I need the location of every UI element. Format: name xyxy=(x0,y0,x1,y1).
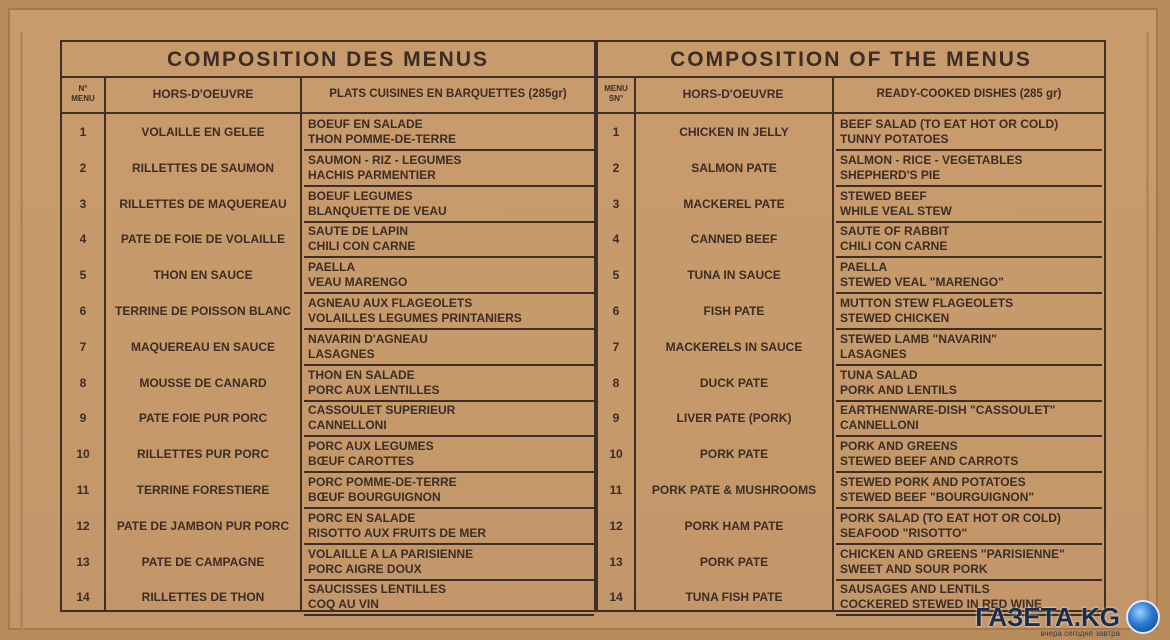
menu-number: 7 xyxy=(79,339,87,354)
dish-line: PORK SALAD (TO EAT HOT OR COLD) xyxy=(840,510,1061,525)
dish-line: STEWED BEEF AND CARROTS xyxy=(840,454,1019,469)
dish-line: SALMON - RICE - VEGETABLES xyxy=(840,152,1023,167)
table-title-english: COMPOSITION OF THE MENUS xyxy=(598,42,1104,78)
dishes-cell xyxy=(836,436,1018,472)
menu-number: 11 xyxy=(76,483,90,497)
menu-number: 7 xyxy=(612,339,620,354)
menu-number: 1 xyxy=(612,125,620,139)
table-row xyxy=(598,257,1104,293)
hors-doeuvre-cell: PATE FOIE PUR PORC xyxy=(138,411,268,426)
dish-line: STEWED BEEF "BOURGUIGNON" xyxy=(840,490,1035,504)
dish-line: PORC AUX LEGUMES xyxy=(308,439,434,454)
dishes-cell xyxy=(836,257,1004,293)
dish-line: VOLAILLE A LA PARISIENNE xyxy=(308,546,474,561)
dish-line: CHILI CON CARNE xyxy=(308,239,416,254)
hors-doeuvre-cell: FISH PATE xyxy=(703,304,765,318)
menu-number: 2 xyxy=(79,160,87,175)
hors-doeuvre-cell: LIVER PATE (PORK) xyxy=(676,411,792,426)
dishes-cell xyxy=(304,365,440,401)
dish-line: RISOTTO AUX FRUITS DE MER xyxy=(308,525,487,540)
watermark-tagline: вчера сегодня завтра xyxy=(1040,629,1120,638)
dishes-cell xyxy=(304,114,456,150)
hors-doeuvre-cell: PORK PATE xyxy=(699,447,769,462)
header-hors-doeuvre: HORS-D'OEUVRE xyxy=(682,87,784,101)
table-row xyxy=(598,221,1104,257)
table-row xyxy=(62,150,594,186)
table-row xyxy=(598,400,1104,436)
dish-line: COQ AU VIN xyxy=(308,597,379,612)
menu-number: 2 xyxy=(612,160,620,175)
watermark xyxy=(975,598,1160,636)
hors-doeuvre-cell: MAQUEREAU EN SAUCE xyxy=(130,339,275,354)
header-dishes: READY-COOKED DISHES (285 gr) xyxy=(876,88,1062,100)
menu-number: 4 xyxy=(612,232,620,247)
menu-number: 10 xyxy=(609,447,623,462)
dish-line: PORK AND GREENS xyxy=(840,439,958,454)
hors-doeuvre-cell: PATE DE CAMPAGNE xyxy=(141,554,265,569)
dish-line: SAUTE DE LAPIN xyxy=(308,224,409,239)
dishes-cell xyxy=(836,114,1058,150)
menu-number: 3 xyxy=(79,196,87,211)
dish-line: PORC EN SALADE xyxy=(308,510,416,525)
menu-number: 13 xyxy=(609,554,623,569)
dish-line: MUTTON STEW FLAGEOLETS xyxy=(840,296,1014,310)
menu-number: 9 xyxy=(79,411,87,426)
menu-number: 10 xyxy=(76,447,90,462)
table-header-french xyxy=(62,76,594,114)
menu-number: 8 xyxy=(612,375,620,390)
dish-line: THON POMME-DE-TERRE xyxy=(308,132,456,146)
table-row xyxy=(62,508,594,544)
table-row xyxy=(62,436,594,472)
hors-doeuvre-cell: PATE DE FOIE DE VOLAILLE xyxy=(120,232,286,247)
dish-line: CASSOULET SUPERIEUR xyxy=(308,403,456,418)
dish-line: STEWED CHICKEN xyxy=(840,311,950,325)
dishes-cell xyxy=(836,293,1013,329)
hors-doeuvre-cell: RILLETTES DE SAUMON xyxy=(131,160,274,175)
dish-line: EARTHENWARE-DISH "CASSOULET" xyxy=(840,403,1056,418)
dishes-cell xyxy=(836,472,1034,508)
header-menu-number xyxy=(598,76,634,112)
dish-line: PORC AUX LENTILLES xyxy=(308,382,440,397)
table-row xyxy=(62,579,594,615)
dish-line: NAVARIN D'AGNEAU xyxy=(308,331,428,346)
dishes-cell xyxy=(836,329,997,365)
dish-line: VEAU MARENGO xyxy=(308,275,408,290)
box-flap-fold xyxy=(20,32,23,632)
dishes-cell xyxy=(836,150,1022,186)
dish-line: PAELLA xyxy=(840,260,888,275)
hors-doeuvre-cell: TERRINE DE POISSON BLANC xyxy=(114,304,291,318)
hors-doeuvre-cell: DUCK PATE xyxy=(699,375,769,390)
dish-line: HACHIS PARMENTIER xyxy=(308,167,436,182)
menu-number: 3 xyxy=(612,196,620,211)
table-row xyxy=(598,365,1104,401)
dish-line: VOLAILLES LEGUMES PRINTANIERS xyxy=(308,311,522,325)
hors-doeuvre-cell: VOLAILLE EN GELEE xyxy=(141,125,265,139)
table-row xyxy=(598,114,1104,150)
menu-number: 1 xyxy=(79,125,87,139)
dish-line: WHILE VEAL STEW xyxy=(840,203,952,218)
header-menu-top: MENU xyxy=(604,84,628,93)
table-row xyxy=(598,508,1104,544)
header-menu-number xyxy=(62,76,104,112)
menu-number: 4 xyxy=(79,232,87,247)
hors-doeuvre-cell: RILLETTES DE MAQUEREAU xyxy=(119,196,287,211)
dish-line: CANNELLONI xyxy=(308,418,387,433)
hors-doeuvre-cell: MOUSSE DE CANARD xyxy=(139,375,267,390)
globe-icon xyxy=(1126,600,1160,634)
menu-number: 14 xyxy=(76,590,90,605)
dish-line: STEWED LAMB "NAVARIN" xyxy=(840,331,997,346)
dishes-cell xyxy=(304,544,473,580)
hors-doeuvre-cell: PATE DE JAMBON PUR PORC xyxy=(116,518,290,533)
row-divider xyxy=(304,614,594,616)
header-menu-top: N° xyxy=(78,84,88,93)
dish-line: SAUCISSES LENTILLES xyxy=(308,582,447,597)
hors-doeuvre-cell: THON EN SAUCE xyxy=(153,268,253,283)
dish-line: CHILI CON CARNE xyxy=(840,239,948,254)
dish-line: PAELLA xyxy=(308,260,356,275)
dishes-cell xyxy=(304,579,446,615)
dishes-cell xyxy=(836,186,952,222)
header-menu-bottom: SN° xyxy=(608,94,624,103)
dish-line: THON EN SALADE xyxy=(308,367,415,382)
dish-line: SAUTE OF RABBIT xyxy=(840,224,950,239)
table-row xyxy=(598,293,1104,329)
dish-line: STEWED BEEF xyxy=(840,188,927,203)
dishes-cell xyxy=(304,508,486,544)
dish-line: AGNEAU AUX FLAGEOLETS xyxy=(308,296,473,310)
dish-line: STEWED VEAL "MARENGO" xyxy=(840,275,1004,290)
dish-line: BEEF SALAD (TO EAT HOT OR COLD) xyxy=(840,117,1059,131)
menu-number: 5 xyxy=(79,268,87,283)
dishes-cell xyxy=(304,293,522,329)
menu-table-french xyxy=(60,40,596,612)
dishes-cell xyxy=(304,472,457,508)
dish-line: SAUMON - RIZ - LEGUMES xyxy=(308,152,462,167)
table-row xyxy=(598,544,1104,580)
table-title-french: COMPOSITION DES MENUS xyxy=(62,42,594,78)
hors-doeuvre-cell: PORK HAM PATE xyxy=(684,518,784,533)
table-row xyxy=(598,186,1104,222)
dish-line: SEAFOOD "RISOTTO" xyxy=(840,525,968,540)
dishes-cell xyxy=(304,436,434,472)
dishes-cell xyxy=(836,544,1065,580)
menu-table-english xyxy=(596,40,1106,612)
dish-line: BOEUF EN SALADE xyxy=(308,117,423,131)
table-row xyxy=(62,400,594,436)
table-row xyxy=(62,257,594,293)
hors-doeuvre-cell: TUNA IN SAUCE xyxy=(687,268,781,283)
table-row xyxy=(62,114,594,150)
dish-line: LASAGNES xyxy=(840,346,907,361)
hors-doeuvre-cell: PORK PATE & MUSHROOMS xyxy=(651,483,817,497)
dish-line: BŒUF CAROTTES xyxy=(308,454,414,469)
menu-number: 14 xyxy=(609,590,623,605)
dish-line: SAUSAGES AND LENTILS xyxy=(840,582,990,597)
hors-doeuvre-cell: PORK PATE xyxy=(699,554,769,569)
dish-line: COCKERED STEWED IN RED WINE xyxy=(840,597,1043,612)
hors-doeuvre-cell: CANNED BEEF xyxy=(690,232,778,247)
table-row xyxy=(598,329,1104,365)
dish-line: BLANQUETTE DE VEAU xyxy=(308,203,447,218)
dish-line: STEWED PORK AND POTATOES xyxy=(840,475,1026,489)
hors-doeuvre-cell: TUNA FISH PATE xyxy=(685,590,783,605)
dishes-cell xyxy=(836,365,957,401)
hors-doeuvre-cell: RILLETTES DE THON xyxy=(141,590,265,605)
dish-line: CANNELLONI xyxy=(840,418,919,433)
menu-number: 12 xyxy=(609,518,623,533)
dish-line: SWEET AND SOUR PORK xyxy=(840,561,988,576)
dish-line: PORC AIGRE DOUX xyxy=(308,561,422,576)
table-row xyxy=(598,150,1104,186)
table-row xyxy=(62,186,594,222)
dish-line: CHICKEN AND GREENS "PARISIENNE" xyxy=(840,546,1065,561)
table-row xyxy=(62,221,594,257)
table-row xyxy=(62,293,594,329)
hors-doeuvre-cell: TERRINE FORESTIERE xyxy=(136,483,270,497)
dishes-cell xyxy=(836,508,1061,544)
menu-number: 12 xyxy=(76,518,90,533)
table-row xyxy=(62,365,594,401)
menu-number: 9 xyxy=(612,411,620,426)
box-flap-fold xyxy=(1146,32,1149,632)
hors-doeuvre-cell: CHICKEN IN JELLY xyxy=(679,125,789,139)
dishes-cell xyxy=(304,221,415,257)
hors-doeuvre-cell: SALMON PATE xyxy=(691,160,777,175)
menu-number: 6 xyxy=(79,304,87,318)
dishes-cell xyxy=(304,400,455,436)
dish-line: BOEUF LEGUMES xyxy=(308,188,413,203)
dish-line: LASAGNES xyxy=(308,346,375,361)
table-row xyxy=(598,472,1104,508)
dish-line: TUNA SALAD xyxy=(840,367,918,382)
dish-line: PORK AND LENTILS xyxy=(840,382,957,397)
menu-number: 11 xyxy=(609,483,623,497)
watermark-name: ГАЗЕТА.KG xyxy=(975,601,1120,632)
table-header-english xyxy=(598,76,1104,114)
menu-number: 6 xyxy=(612,304,620,318)
dish-line: SHEPHERD'S PIE xyxy=(840,167,941,182)
dishes-cell xyxy=(836,221,949,257)
dishes-cell xyxy=(304,150,461,186)
table-row xyxy=(62,329,594,365)
header-hors-doeuvre: HORS-D'OEUVRE xyxy=(152,87,254,101)
table-row xyxy=(598,436,1104,472)
dishes-cell xyxy=(836,400,1055,436)
hors-doeuvre-cell: MACKERELS IN SAUCE xyxy=(665,339,803,354)
menu-number: 8 xyxy=(79,375,87,390)
dish-line: PORC POMME-DE-TERRE xyxy=(308,475,457,489)
hors-doeuvre-cell: MACKEREL PATE xyxy=(683,196,785,211)
table-row xyxy=(62,544,594,580)
dishes-cell xyxy=(304,329,428,365)
table-row xyxy=(62,472,594,508)
dish-line: BŒUF BOURGUIGNON xyxy=(308,490,441,504)
header-menu-bottom: MENU xyxy=(71,94,95,103)
dishes-cell xyxy=(304,257,407,293)
dish-line: TUNNY POTATOES xyxy=(840,132,949,146)
menu-number: 5 xyxy=(612,268,620,283)
header-dishes: PLATS CUISINES EN BARQUETTES (285gr) xyxy=(329,88,567,100)
dishes-cell xyxy=(304,186,447,222)
hors-doeuvre-cell: RILLETTES PUR PORC xyxy=(136,447,269,462)
menu-number: 13 xyxy=(76,554,90,569)
